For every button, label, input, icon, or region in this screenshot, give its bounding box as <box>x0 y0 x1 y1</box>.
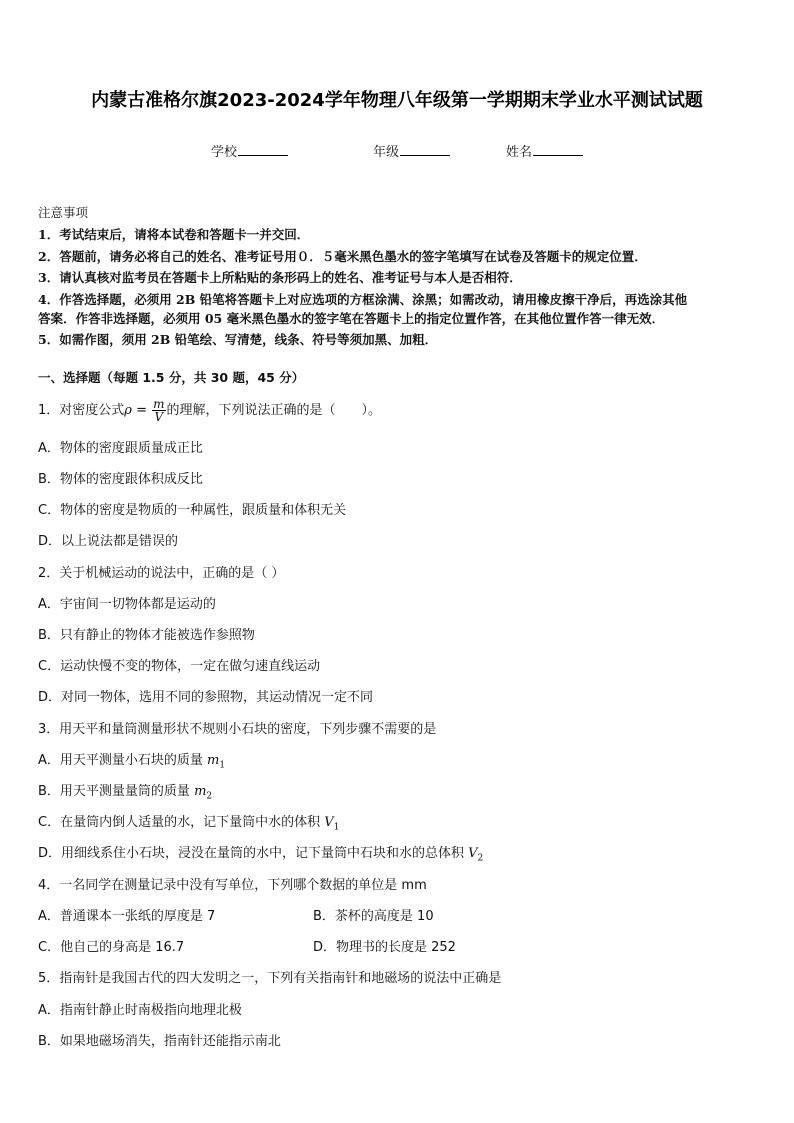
q3-b-text: B．用天平测量量筒的质量 <box>38 784 195 799</box>
q3-option-b[interactable] <box>38 780 212 802</box>
section-heading: 一、选择题（每题 1.5 分，共 30 题，45 分） <box>38 370 305 385</box>
q4-option-a[interactable]: A．普通课本一张纸的厚度是 7 <box>38 909 216 924</box>
question-1-stem <box>38 398 381 423</box>
note-item: 2．答题前，请务必将自己的姓名、准考证号用０．５毫米黑色墨水的签字笔填写在试卷及答题卡的规定位置． <box>38 249 647 264</box>
q3-c-text: C．在量筒内倒人适量的水，记下量筒中水的体积 <box>38 815 325 830</box>
note-item: 答案．作答非选择题，必须用 05 毫米黑色墨水的签字笔在答题卡上的指定位置作答，在其他位置作答一律无效． <box>38 311 665 326</box>
school-field <box>211 141 288 160</box>
name-field <box>506 141 583 160</box>
q2-option-a[interactable]: A．宇宙间一切物体都是运动的 <box>38 597 216 612</box>
fraction-numerator: m <box>153 397 165 411</box>
q1-suffix: 的理解，下列说法正确的是（ ）。 <box>166 403 382 418</box>
question-2-stem: 2．关于机械运动的说法中，正确的是（ ） <box>38 566 285 581</box>
question-3-stem: 3．用天平和量筒测量形状不规则小石块的密度，下列步骤不需要的是 <box>38 722 437 737</box>
grade-blank[interactable] <box>400 142 450 156</box>
q1-option-c[interactable]: C．物体的密度是物质的一种属性，跟质量和体积无关 <box>38 503 347 518</box>
note-item: 3．请认真核对监考员在答题卡上所粘贴的条形码上的姓名、准考证号与本人是否相符． <box>38 270 522 285</box>
note-item: 5．如需作图，须用 2B 铅笔绘、写清楚，线条、符号等须加黑、加粗． <box>38 332 438 347</box>
mass-m1: $m_1$ <box>207 753 226 771</box>
q3-option-d[interactable] <box>38 842 483 864</box>
note-item: 1．考试结束后，请将本试卷和答题卡一并交回． <box>38 227 310 242</box>
note-item: 4．作答选择题，必须用 2B 铅笔将答题卡上对应选项的方框涂满、涂黑；如需改动，请用橡皮擦干净后，再选涂其他 <box>38 292 688 307</box>
q2-option-d[interactable]: D．对同一物体，选用不同的参照物，其运动情况一定不同 <box>38 690 374 705</box>
q4-option-c[interactable]: C．他自己的身高是 16.7 <box>38 940 185 955</box>
q3-a-text: A．用天平测量小石块的质量 <box>38 753 208 768</box>
name-label: 姓名 <box>506 145 533 160</box>
q4-option-b[interactable]: B．茶杯的高度是 10 <box>313 909 434 924</box>
q1-option-a[interactable]: A．物体的密度跟质量成正比 <box>38 441 203 456</box>
volume-v1: $V_1$ <box>324 815 340 833</box>
question-5-stem: 5．指南针是我国古代的四大发明之一，下列有关指南针和地磁场的说法中正确是 <box>38 971 502 986</box>
q1-prefix: 1．对密度公式 <box>38 403 125 418</box>
mass-m2: $m_2$ <box>194 784 213 802</box>
school-label: 学校 <box>211 145 238 160</box>
q5-option-a[interactable]: A．指南针静止时南极指向地理北极 <box>38 1003 242 1018</box>
density-fraction <box>152 398 165 423</box>
student-info-row <box>0 141 794 161</box>
q1-option-b[interactable]: B．物体的密度跟体积成反比 <box>38 472 203 487</box>
volume-v2: $V_2$ <box>468 846 484 864</box>
notes-heading: 注意事项 <box>38 205 89 220</box>
grade-label: 年级 <box>373 145 400 160</box>
page-title: 内蒙古准格尔旗2023-2024学年物理八年级第一学期期末学业水平测试试题 <box>91 90 703 111</box>
q1-option-d[interactable]: D．以上说法都是错误的 <box>38 534 179 549</box>
q2-option-b[interactable]: B．只有静止的物体才能被选作参照物 <box>38 628 255 643</box>
name-blank[interactable] <box>533 142 583 156</box>
q5-option-b[interactable]: B．如果地磁场消失，指南针还能指示南北 <box>38 1034 281 1049</box>
grade-field <box>373 141 450 160</box>
school-blank[interactable] <box>238 142 288 156</box>
fraction-denominator: V <box>154 410 164 424</box>
q3-option-a[interactable] <box>38 749 225 771</box>
q4-option-d[interactable]: D．物理书的长度是 252 <box>313 940 456 955</box>
q3-option-c[interactable] <box>38 811 339 833</box>
q2-option-c[interactable]: C．运动快慢不变的物体，一定在做匀速直线运动 <box>38 659 321 674</box>
q3-d-text: D．用细线系住小石块，浸没在量筒的水中，记下量筒中石块和水的总体积 <box>38 846 469 861</box>
question-4-stem: 4．一名同学在测量记录中没有写单位，下列哪个数据的单位是 mm <box>38 878 427 893</box>
rho-symbol: ρ <box>124 403 132 418</box>
equals-sign: = <box>131 403 152 418</box>
